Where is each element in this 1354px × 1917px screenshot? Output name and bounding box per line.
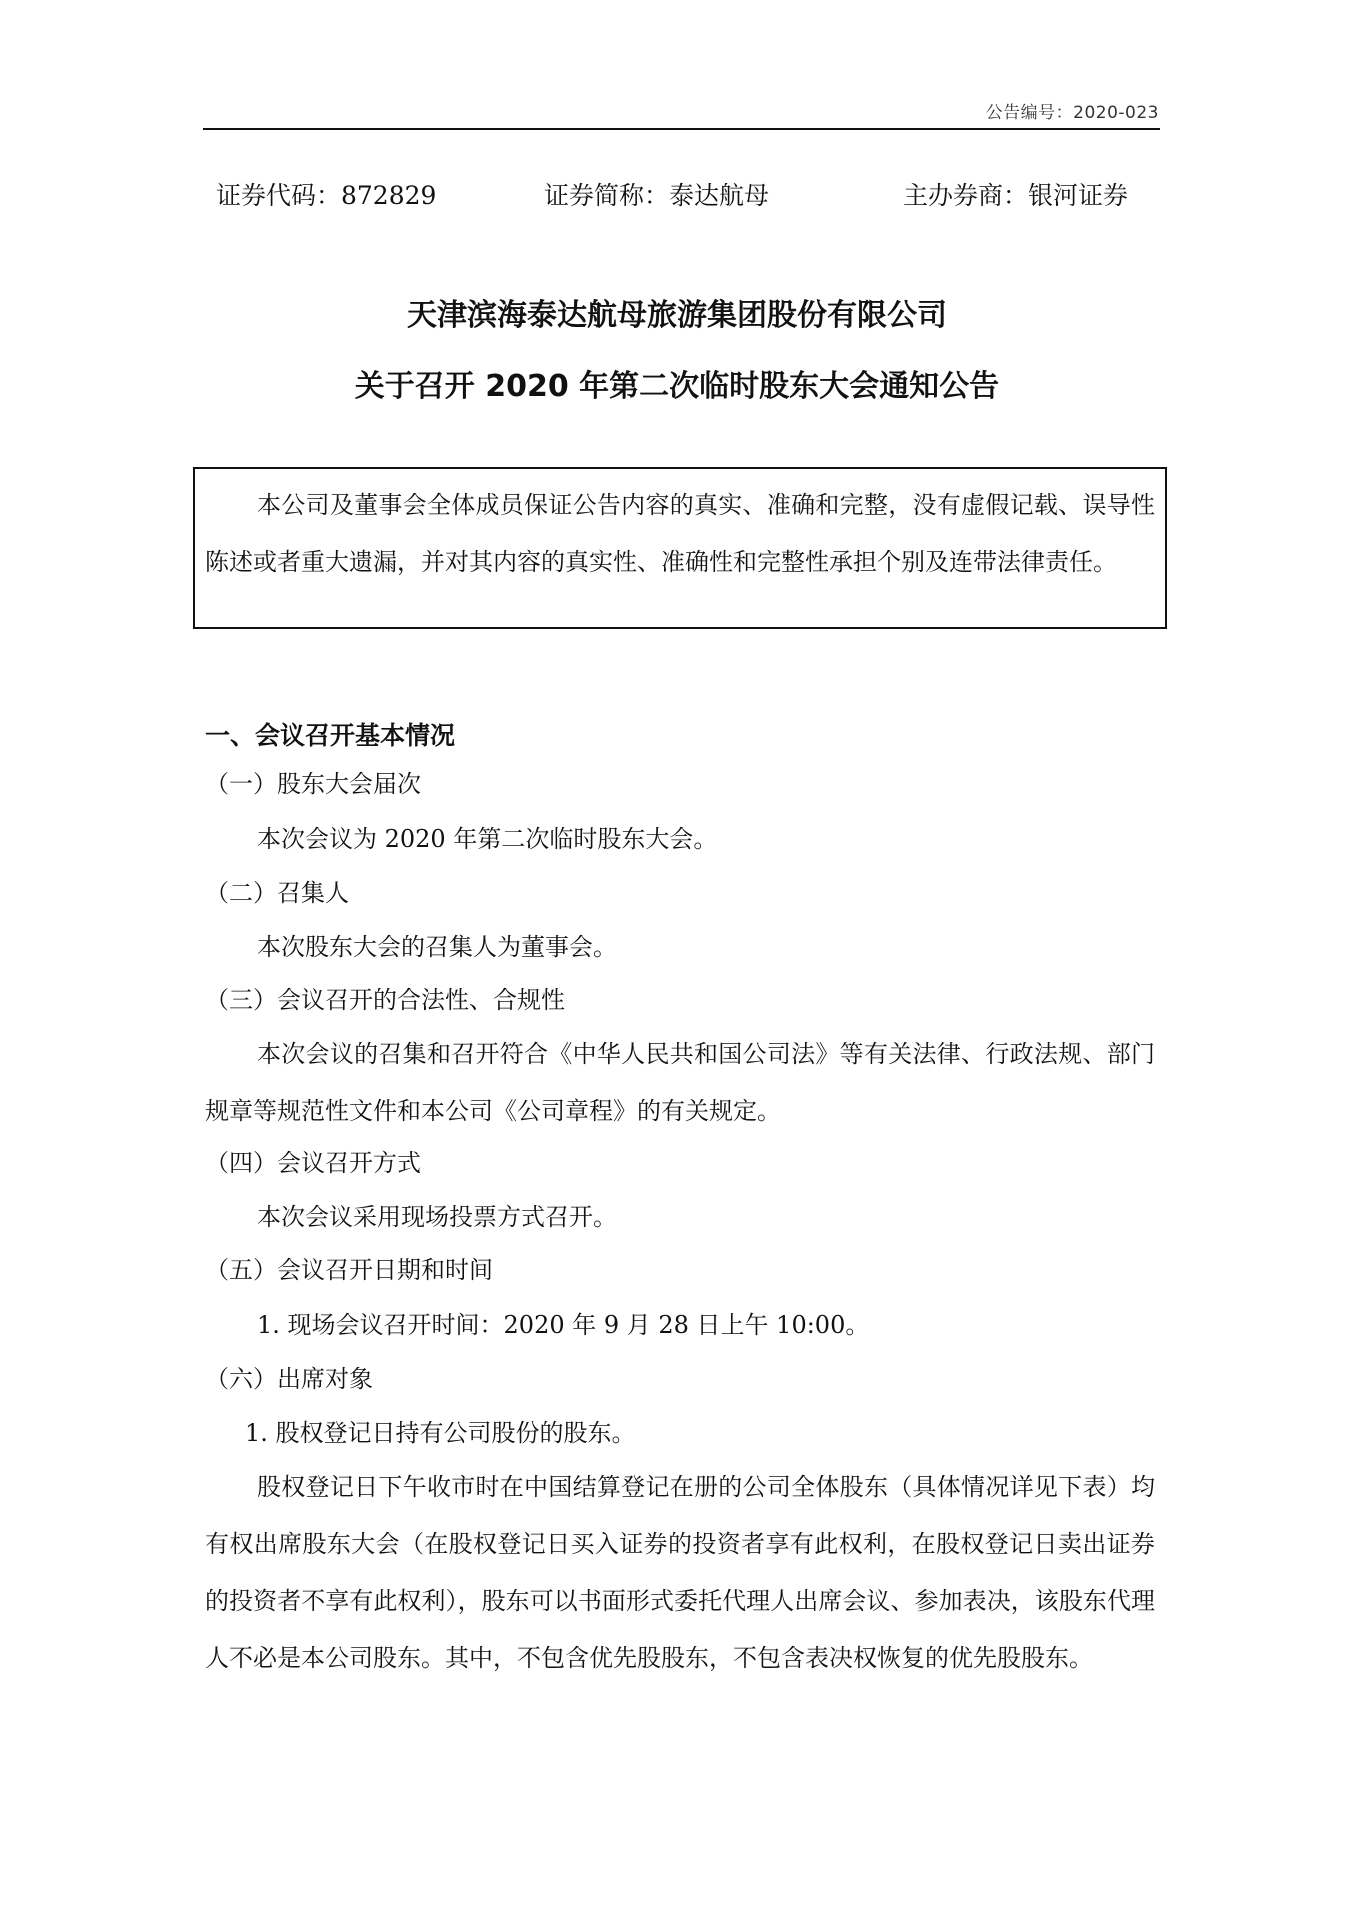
list-item: 1. 股权登记日持有公司股份的股东。: [245, 1419, 636, 1447]
subsection-heading: （四）会议召开方式: [205, 1149, 421, 1177]
header-rule: [203, 128, 1160, 130]
declaration-text: 本公司及董事会全体成员保证公告内容的真实、准确和完整，没有虚假记载、误导性陈述或者重大遗漏，并对其内容的真实性、准确性和完整性承担个别及连带法律责任。: [205, 491, 1155, 576]
document-title-notice: 关于召开 2020 年第二次临时股东大会通知公告: [354, 369, 1000, 404]
announcement-number: 公告编号：2020-023: [985, 103, 1159, 123]
subsection-text: 1. 现场会议召开时间：2020 年 9 月 28 日上午 10:00。: [257, 1311, 870, 1339]
subsection-heading: （二）召集人: [205, 879, 349, 907]
subsection-heading: （六）出席对象: [205, 1365, 373, 1393]
subsection-heading: （三）会议召开的合法性、合规性: [205, 986, 565, 1014]
document-title-company: 天津滨海泰达航母旅游集团股份有限公司: [407, 298, 947, 333]
subsection-text: 本次会议的召集和召开符合《中华人民共和国公司法》等有关法律、行政法规、部门规章等规范性文件和本公司《公司章程》的有关规定。: [205, 1040, 1155, 1125]
subsection-text: 本次股东大会的召集人为董事会。: [257, 933, 617, 961]
subsection-text: 本次会议采用现场投票方式召开。: [257, 1203, 617, 1231]
security-code: 证券代码：872829: [216, 181, 437, 210]
subsection-text: 股权登记日下午收市时在中国结算登记在册的公司全体股东（具体情况详见下表）均有权出席股东大会（在股权登记日买入证券的投资者享有此权利，在股权登记日卖出证券的投资者不享有此权利），股东可以书面形式委托代理人出席会议、参加表决，该股东代理人不必是本公司股东。其中，不包含优先股股东，不包含表决权恢复的优先股股东。: [205, 1473, 1155, 1672]
subsection-text: 本次会议为 2020 年第二次临时股东大会。: [257, 825, 718, 853]
section-heading-basic-info: 一、会议召开基本情况: [205, 721, 456, 750]
subsection-heading: （一）股东大会届次: [205, 770, 421, 798]
security-name: 证券简称：泰达航母: [544, 181, 770, 210]
subsection-heading: （五）会议召开日期和时间: [205, 1256, 493, 1284]
lead-broker: 主办券商：银河证券: [903, 181, 1129, 210]
